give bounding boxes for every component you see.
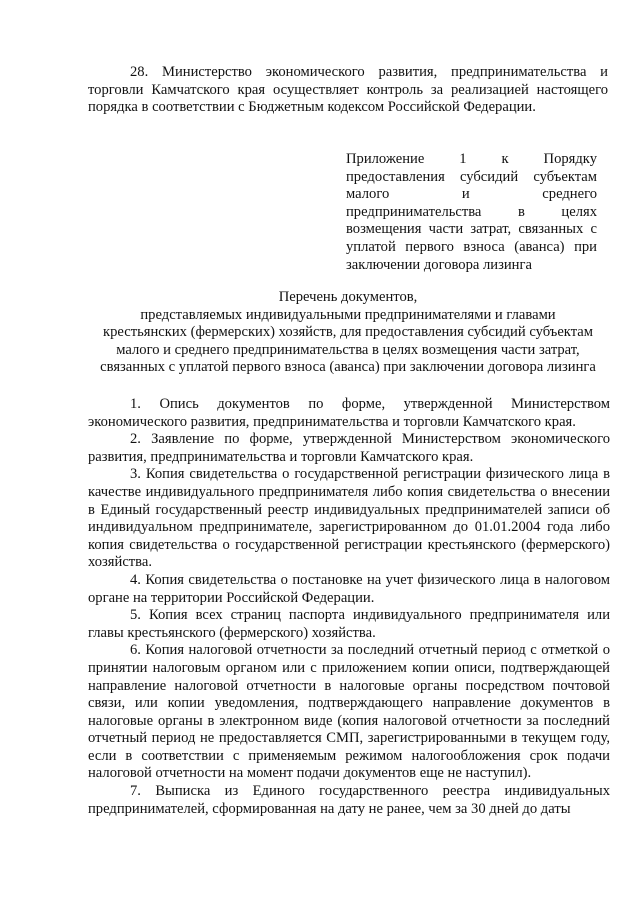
list-item-7: 7. Выписка из Единого государственного реестра индивидуальных предпринимателей, сформированная на дату не ранее, чем за 30 дней до даты — [88, 783, 610, 817]
list-item-4: 4. Копия свидетельства о постановке на учет физического лица в налоговом органе на территории Российской Федерации. — [88, 571, 610, 606]
title-line-5: связанных с уплатой первого взноса (аванса) при заключении договора лизинга — [100, 359, 596, 376]
list-item-1: 1. Опись документов по форме, утвержденной Министерством экономического развития, предпринимательства и торговли Камчатского края. — [88, 396, 610, 430]
title-line-1: Перечень документов, — [278, 289, 418, 305]
list-item-6: 6. Копия налоговой отчетности за последний отчетный период с отметкой о принятии налоговым органом или с приложением копии описи, подтверждающей направление налоговой отчетности в налоговые органы посредством почтовой связи, или копии уведомления, подтверждающего направление документов в налоговые органы в электронном виде (копия налоговой отчетности за последний отчетный период не предоставляется СМП, зарегистрированными в текущем году, если в соответствии с применяемым режимом налогообложения срок подачи налоговой отчетности на момент подачи документов еще не наступил). — [88, 642, 610, 782]
title-line-4: малого и среднего предпринимательства в целях возмещения части затрат, — [116, 341, 580, 358]
document-title — [88, 289, 608, 377]
document-list — [88, 396, 610, 818]
title-line-3: крестьянских (фермерских) хозяйств, для предоставления субсидий субъектам — [103, 324, 593, 341]
list-item-3: 3. Копия свидетельства о государственной регистрации физического лица в качестве индивидуального предпринимателя либо копия свидетельства о внесении в Единый государственный реестр индивидуальных предпринимателей записи об индивидуальном предпринимателе, зарегистрированном до 01.01.2004 года либо копия свидетельства о государственной регистрации крестьянского (фермерского) хозяйства. — [88, 466, 610, 571]
list-item-5: 5. Копия всех страниц паспорта индивидуального предпринимателя или главы крестьянского (фермерского) хозяйства. — [88, 607, 610, 641]
appendix-text: Приложение 1 к Порядку предоставления субсидий субъектам малого и среднего предпринимательства в целях возмещения части затрат, связанных с уплатой первого взноса (аванса) при заключении договора лизинга — [346, 151, 597, 273]
intro-section — [88, 64, 608, 117]
intro-paragraph: 28. Министерство экономического развития, предпринимательства и торговли Камчатского края осуществляет контроль за реализацией настоящего порядка в соответствии с Бюджетным кодексом Российской Федерации. — [88, 64, 608, 116]
appendix-note — [346, 151, 597, 274]
title-line-2: представляемых индивидуальными предпринимателями и главами — [140, 306, 556, 323]
list-item-2: 2. Заявление по форме, утвержденной Министерством экономического развития, предпринимательства и торговли Камчатского края. — [88, 431, 610, 465]
